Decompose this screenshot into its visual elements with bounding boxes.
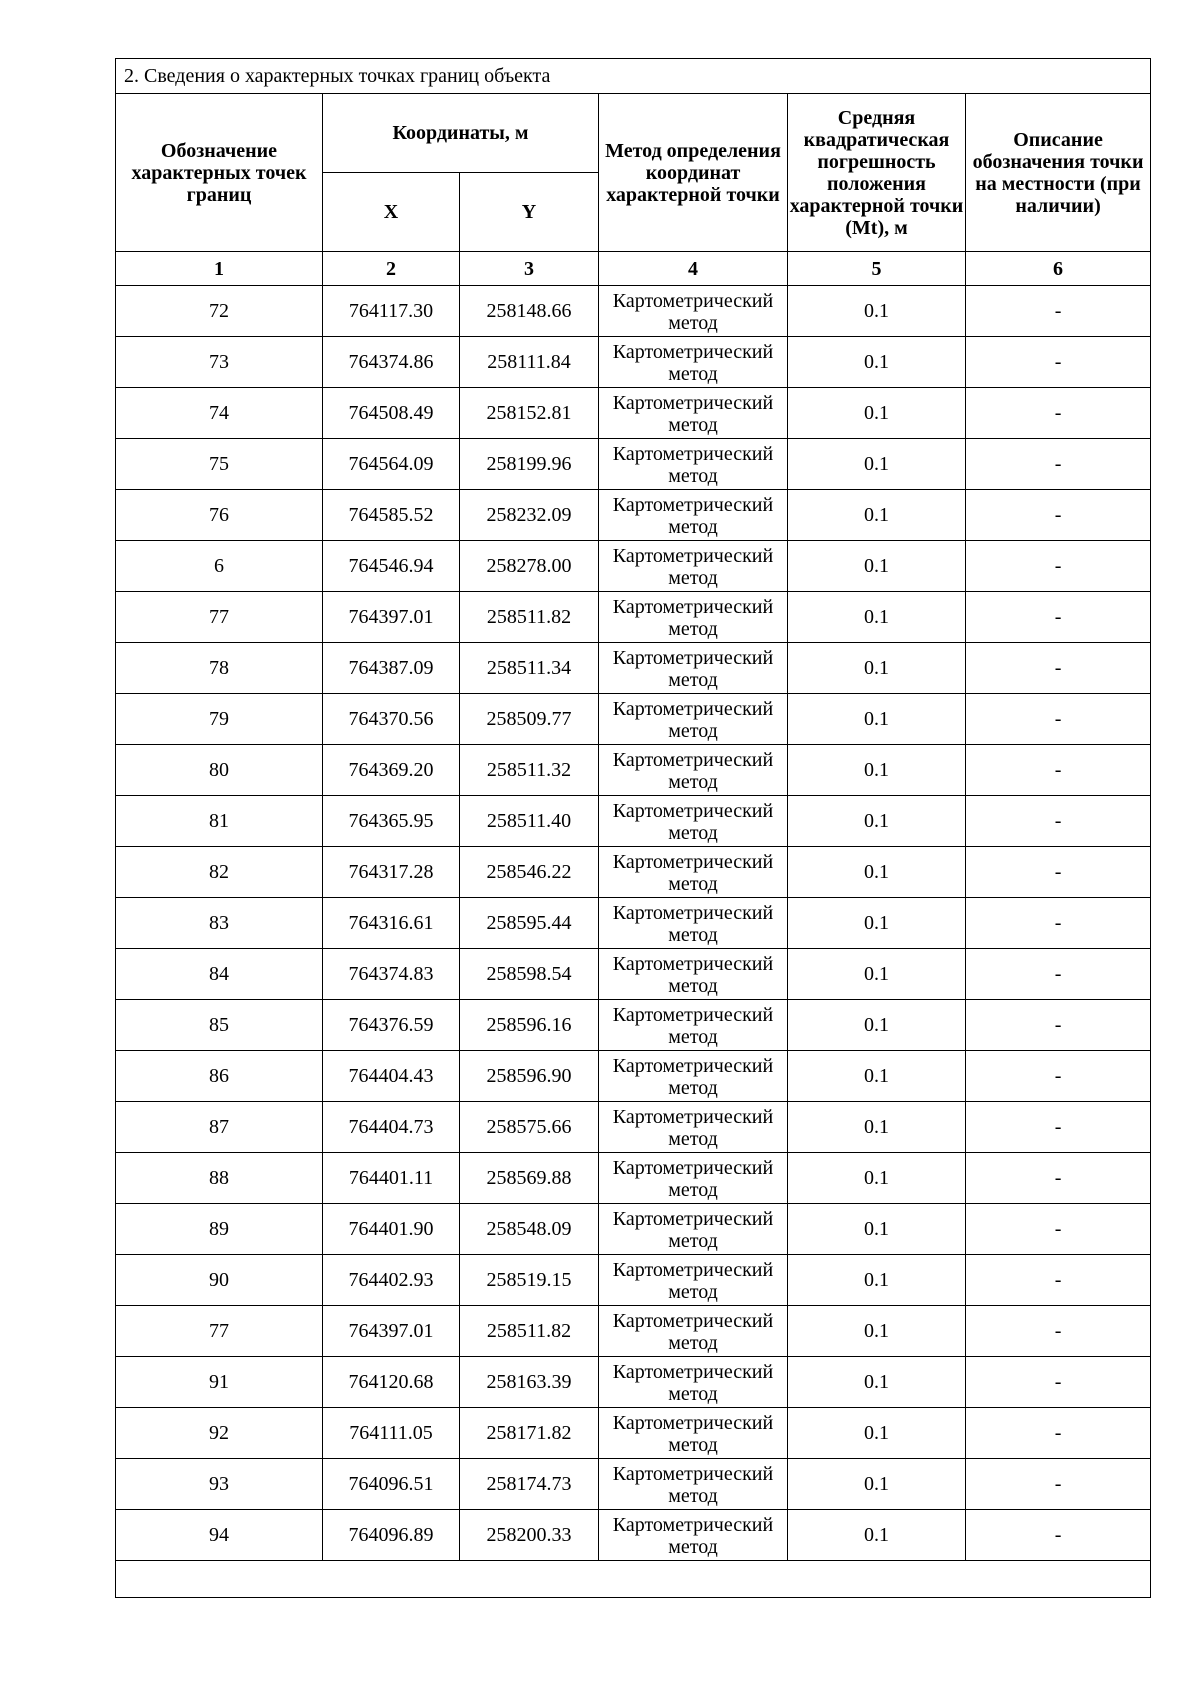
table-row [116,490,1151,541]
description-cell: - [966,337,1151,388]
x-cell: 764387.09 [323,643,460,694]
method-cell [599,592,788,643]
mt-cell: 0.1 [788,541,966,592]
method-text: Картометрический метод [612,697,774,742]
y-cell: 258519.15 [460,1255,599,1306]
method-cell [599,1102,788,1153]
y-cell: 258200.33 [460,1510,599,1561]
point-cell: 93 [116,1459,323,1510]
boundary-points-table [115,58,1151,1598]
method-cell [599,1408,788,1459]
description-cell: - [966,1510,1151,1561]
y-cell: 258598.54 [460,949,599,1000]
x-cell: 764096.89 [323,1510,460,1561]
section-title: 2. Сведения о характерных точках границ объекта [116,59,1151,94]
method-cell [599,1051,788,1102]
point-cell: 76 [116,490,323,541]
method-cell [599,337,788,388]
method-cell [599,847,788,898]
method-cell [599,796,788,847]
table-row [116,1102,1151,1153]
mt-cell: 0.1 [788,1051,966,1102]
table-row [116,592,1151,643]
table-row [116,643,1151,694]
method-text: Картометрический метод [612,748,774,793]
column-number: 3 [460,252,599,286]
method-text: Картометрический метод [612,1360,774,1405]
method-text: Картометрический метод [612,340,774,385]
mt-cell: 0.1 [788,592,966,643]
description-cell: - [966,1102,1151,1153]
x-cell: 764374.83 [323,949,460,1000]
mt-cell: 0.1 [788,1102,966,1153]
mt-cell: 0.1 [788,949,966,1000]
description-cell: - [966,1255,1151,1306]
method-text: Картометрический метод [612,1309,774,1354]
y-cell: 258148.66 [460,286,599,337]
x-cell: 764404.73 [323,1102,460,1153]
y-cell: 258569.88 [460,1153,599,1204]
table-row [116,796,1151,847]
y-cell: 258199.96 [460,439,599,490]
column-number: 4 [599,252,788,286]
method-cell [599,694,788,745]
y-cell: 258575.66 [460,1102,599,1153]
table-row [116,1408,1151,1459]
mt-cell: 0.1 [788,796,966,847]
x-cell: 764402.93 [323,1255,460,1306]
table-row [116,1306,1151,1357]
method-cell [599,745,788,796]
point-cell: 80 [116,745,323,796]
method-cell [599,1459,788,1510]
x-cell: 764317.28 [323,847,460,898]
x-cell: 764120.68 [323,1357,460,1408]
x-cell: 764376.59 [323,1000,460,1051]
y-cell: 258511.40 [460,796,599,847]
y-cell: 258511.34 [460,643,599,694]
y-cell: 258171.82 [460,1408,599,1459]
mt-cell: 0.1 [788,847,966,898]
description-cell: - [966,643,1151,694]
y-cell: 258278.00 [460,541,599,592]
table-row [116,388,1151,439]
description-cell: - [966,898,1151,949]
mt-cell: 0.1 [788,898,966,949]
description-cell: - [966,439,1151,490]
mt-cell: 0.1 [788,1459,966,1510]
column-number: 5 [788,252,966,286]
method-text: Картометрический метод [612,1462,774,1507]
y-cell: 258595.44 [460,898,599,949]
method-text: Картометрический метод [612,1054,774,1099]
header-error: Средняя квадратическая погрешность положения характерной точки (Mt), м [788,94,966,252]
mt-cell: 0.1 [788,286,966,337]
y-cell: 258152.81 [460,388,599,439]
point-cell: 78 [116,643,323,694]
x-cell: 764117.30 [323,286,460,337]
header-y: Y [460,173,599,252]
x-cell: 764365.95 [323,796,460,847]
method-text: Картометрический метод [612,442,774,487]
table-row [116,541,1151,592]
mt-cell: 0.1 [788,1000,966,1051]
description-cell: - [966,1153,1151,1204]
method-cell [599,1153,788,1204]
method-text: Картометрический метод [612,595,774,640]
mt-cell: 0.1 [788,388,966,439]
y-cell: 258163.39 [460,1357,599,1408]
method-cell [599,1000,788,1051]
method-text: Картометрический метод [612,391,774,436]
description-cell: - [966,592,1151,643]
point-cell: 86 [116,1051,323,1102]
method-text: Картометрический метод [612,646,774,691]
table-row [116,1153,1151,1204]
header-description: Описание обозначения точки на местности (при наличии) [966,94,1151,252]
point-cell: 89 [116,1204,323,1255]
description-cell: - [966,745,1151,796]
description-cell: - [966,1408,1151,1459]
method-text: Картометрический метод [612,1258,774,1303]
description-cell: - [966,1204,1151,1255]
point-cell: 90 [116,1255,323,1306]
point-cell: 75 [116,439,323,490]
x-cell: 764111.05 [323,1408,460,1459]
point-cell: 94 [116,1510,323,1561]
y-cell: 258174.73 [460,1459,599,1510]
table-row [116,1000,1151,1051]
point-cell: 72 [116,286,323,337]
point-cell: 77 [116,592,323,643]
description-cell: - [966,1459,1151,1510]
method-cell [599,388,788,439]
table-row [116,847,1151,898]
x-cell: 764370.56 [323,694,460,745]
description-cell: - [966,1357,1151,1408]
method-cell [599,490,788,541]
description-cell: - [966,541,1151,592]
method-text: Картометрический метод [612,901,774,946]
description-cell: - [966,1000,1151,1051]
table-row [116,1204,1151,1255]
header-row-top [116,94,1151,173]
x-cell: 764508.49 [323,388,460,439]
x-cell: 764369.20 [323,745,460,796]
table-row [116,745,1151,796]
empty-footer-cell [116,1561,1151,1598]
mt-cell: 0.1 [788,1204,966,1255]
mt-cell: 0.1 [788,1408,966,1459]
method-cell [599,1510,788,1561]
point-cell: 85 [116,1000,323,1051]
method-cell [599,1306,788,1357]
mt-cell: 0.1 [788,1510,966,1561]
method-text: Картометрический метод [612,544,774,589]
description-cell: - [966,694,1151,745]
method-cell [599,541,788,592]
point-cell: 83 [116,898,323,949]
column-number-row [116,252,1151,286]
method-cell [599,643,788,694]
mt-cell: 0.1 [788,1153,966,1204]
x-cell: 764401.90 [323,1204,460,1255]
description-cell: - [966,796,1151,847]
mt-cell: 0.1 [788,439,966,490]
method-cell [599,1204,788,1255]
y-cell: 258232.09 [460,490,599,541]
table-row [116,1459,1151,1510]
x-cell: 764564.09 [323,439,460,490]
column-number: 2 [323,252,460,286]
x-cell: 764397.01 [323,592,460,643]
method-cell [599,949,788,1000]
mt-cell: 0.1 [788,643,966,694]
x-cell: 764397.01 [323,1306,460,1357]
point-cell: 73 [116,337,323,388]
y-cell: 258596.90 [460,1051,599,1102]
method-cell [599,1357,788,1408]
mt-cell: 0.1 [788,1357,966,1408]
description-cell: - [966,388,1151,439]
y-cell: 258548.09 [460,1204,599,1255]
x-cell: 764096.51 [323,1459,460,1510]
method-text: Картометрический метод [612,1207,774,1252]
mt-cell: 0.1 [788,745,966,796]
point-cell: 92 [116,1408,323,1459]
method-text: Картометрический метод [612,289,774,334]
method-cell [599,286,788,337]
y-cell: 258511.82 [460,592,599,643]
method-text: Картометрический метод [612,493,774,538]
mt-cell: 0.1 [788,1306,966,1357]
point-cell: 6 [116,541,323,592]
y-cell: 258511.82 [460,1306,599,1357]
description-cell: - [966,1051,1151,1102]
method-text: Картометрический метод [612,1003,774,1048]
x-cell: 764374.86 [323,337,460,388]
table-row [116,439,1151,490]
mt-cell: 0.1 [788,337,966,388]
method-cell [599,439,788,490]
method-text: Картометрический метод [612,850,774,895]
description-cell: - [966,847,1151,898]
mt-cell: 0.1 [788,694,966,745]
y-cell: 258596.16 [460,1000,599,1051]
y-cell: 258511.32 [460,745,599,796]
column-number: 1 [116,252,323,286]
point-cell: 91 [116,1357,323,1408]
point-cell: 79 [116,694,323,745]
x-cell: 764546.94 [323,541,460,592]
method-text: Картометрический метод [612,799,774,844]
table-footer-row [116,1561,1151,1598]
header-x: X [323,173,460,252]
method-cell [599,898,788,949]
section-title-row [116,59,1151,94]
x-cell: 764585.52 [323,490,460,541]
table-row [116,949,1151,1000]
x-cell: 764401.11 [323,1153,460,1204]
column-number: 6 [966,252,1151,286]
x-cell: 764316.61 [323,898,460,949]
point-cell: 74 [116,388,323,439]
header-method: Метод определения координат характерной точки [599,94,788,252]
header-coordinates: Координаты, м [323,94,599,173]
header-point: Обозначение характерных точек границ [116,94,323,252]
point-cell: 88 [116,1153,323,1204]
y-cell: 258546.22 [460,847,599,898]
point-cell: 81 [116,796,323,847]
table-row [116,1357,1151,1408]
description-cell: - [966,1306,1151,1357]
method-text: Картометрический метод [612,1105,774,1150]
method-text: Картометрический метод [612,1513,774,1558]
method-text: Картометрический метод [612,1156,774,1201]
table-row [116,1510,1151,1561]
point-cell: 84 [116,949,323,1000]
mt-cell: 0.1 [788,490,966,541]
table-row [116,898,1151,949]
y-cell: 258111.84 [460,337,599,388]
point-cell: 87 [116,1102,323,1153]
y-cell: 258509.77 [460,694,599,745]
point-cell: 77 [116,1306,323,1357]
table-row [116,1051,1151,1102]
description-cell: - [966,949,1151,1000]
table-row [116,337,1151,388]
method-text: Картометрический метод [612,1411,774,1456]
table-row [116,1255,1151,1306]
table-row [116,286,1151,337]
point-cell: 82 [116,847,323,898]
x-cell: 764404.43 [323,1051,460,1102]
method-cell [599,1255,788,1306]
description-cell: - [966,490,1151,541]
method-text: Картометрический метод [612,952,774,997]
mt-cell: 0.1 [788,1255,966,1306]
description-cell: - [966,286,1151,337]
table-row [116,694,1151,745]
